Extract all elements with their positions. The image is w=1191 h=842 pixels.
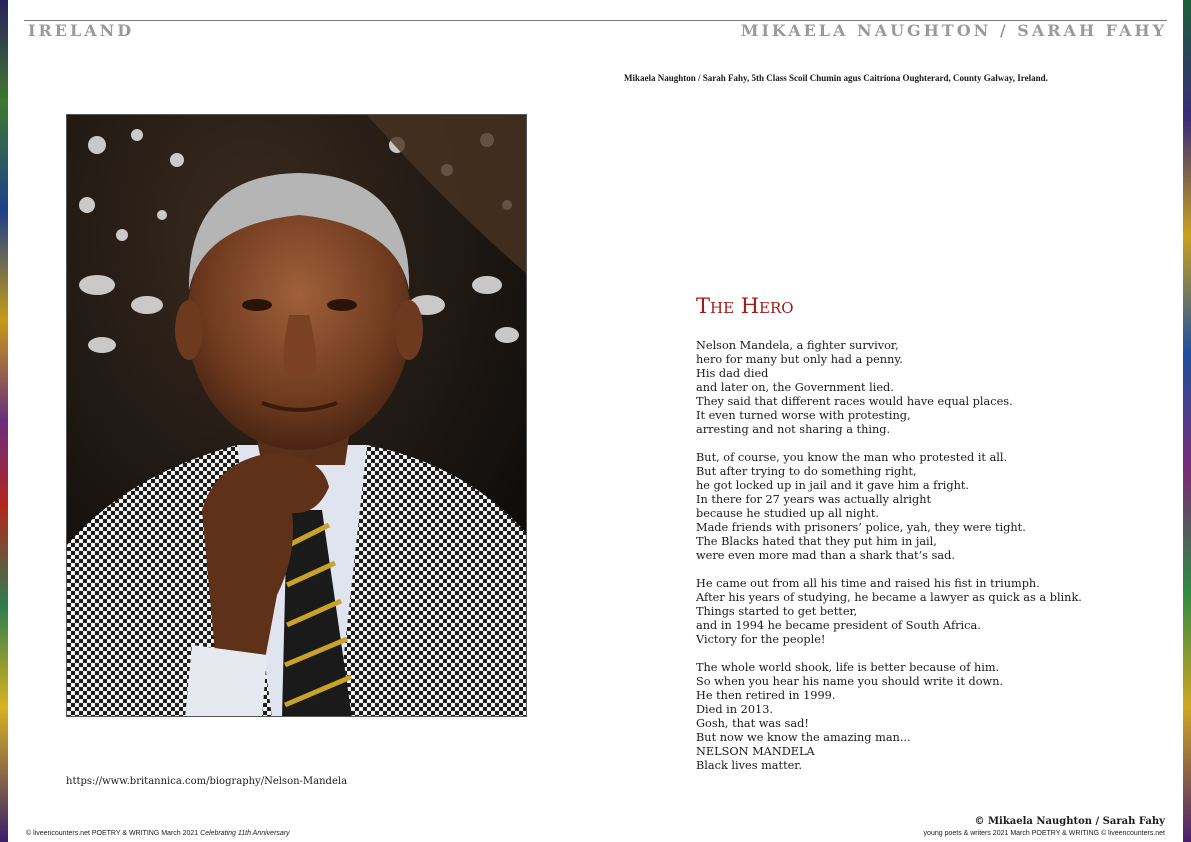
author-credit-line: Mikaela Naughton / Sarah Fahy, 5th Class Scoil Chumin agus Caitriona Oughterard, County Galway, Ireland. bbox=[624, 73, 1048, 83]
poem-line: Things started to get better, bbox=[696, 605, 858, 618]
poem-line: He then retired in 1999. bbox=[696, 689, 836, 702]
poem-body bbox=[696, 339, 1126, 787]
poem-line: Died in 2013. bbox=[696, 703, 773, 716]
poem-line: arresting and not sharing a thing. bbox=[696, 423, 891, 436]
portrait-photo bbox=[66, 114, 527, 717]
poem-line: It even turned worse with protesting, bbox=[696, 409, 911, 422]
poem-line: In there for 27 years was actually alright bbox=[696, 493, 932, 506]
poem-line: Nelson Mandela, a fighter survivor, bbox=[696, 339, 899, 352]
poem-stanza bbox=[696, 451, 1126, 563]
poem-stanza bbox=[696, 339, 1126, 437]
poem-line: NELSON MANDELA bbox=[696, 745, 815, 758]
poem-line: hero for many but only had a penny. bbox=[696, 353, 903, 366]
poem-line: His dad died bbox=[696, 367, 769, 380]
footer-left-italic: Celebrating 11th Anniversary bbox=[200, 830, 290, 837]
poem-line: But now we know the amazing man... bbox=[696, 731, 911, 744]
poem-line: Victory for the people! bbox=[696, 633, 826, 646]
copyright-notice: © Mikaela Naughton / Sarah Fahy bbox=[974, 816, 1165, 827]
poem-stanza bbox=[696, 661, 1126, 773]
poem-line: Gosh, that was sad! bbox=[696, 717, 809, 730]
footer-left-text: © liveencounters.net POETRY & WRITING March 2021 bbox=[26, 830, 201, 837]
poem-title: The Hero bbox=[696, 294, 794, 318]
poem-line: Made friends with prisoners’ police, yah, they were tight. bbox=[696, 521, 1026, 534]
poem-line: because he studied up all night. bbox=[696, 507, 880, 520]
poem-line: But, of course, you know the man who protested it all. bbox=[696, 451, 1008, 464]
header-authors: MIKAELA NAUGHTON / SARAH FAHY bbox=[740, 21, 1167, 40]
poem-line: and later on, the Government lied. bbox=[696, 381, 894, 394]
poem-line: he got locked up in jail and it gave him a fright. bbox=[696, 479, 969, 492]
poem-line: The whole world shook, life is better because of him. bbox=[696, 661, 1000, 674]
portrait-photo-icon bbox=[67, 115, 527, 717]
source-link[interactable]: https://www.britannica.com/biography/Nelson-Mandela bbox=[66, 776, 348, 787]
poem-line: They said that different races would have equal places. bbox=[696, 395, 1013, 408]
poem-line: After his years of studying, he became a lawyer as quick as a blink. bbox=[696, 591, 1082, 604]
poem-line: But after trying to do something right, bbox=[696, 465, 917, 478]
poem-stanza bbox=[696, 577, 1126, 647]
poem-line: He came out from all his time and raised his fist in triumph. bbox=[696, 577, 1040, 590]
poem-line: The Blacks hated that they put him in jail, bbox=[696, 535, 937, 548]
header-country: IRELAND bbox=[28, 21, 135, 40]
footer-right: young poets & writers 2021 March POETRY & WRITING © liveencounters.net bbox=[923, 830, 1165, 837]
poem-line: So when you hear his name you should write it down. bbox=[696, 675, 1004, 688]
poem-line: were even more mad than a shark that’s sad. bbox=[696, 549, 955, 562]
poem-line: Black lives matter. bbox=[696, 759, 803, 772]
poem-line: and in 1994 he became president of South Africa. bbox=[696, 619, 981, 632]
decorative-border-right bbox=[1183, 0, 1191, 842]
decorative-border-left bbox=[0, 0, 8, 842]
footer-left bbox=[26, 830, 290, 837]
